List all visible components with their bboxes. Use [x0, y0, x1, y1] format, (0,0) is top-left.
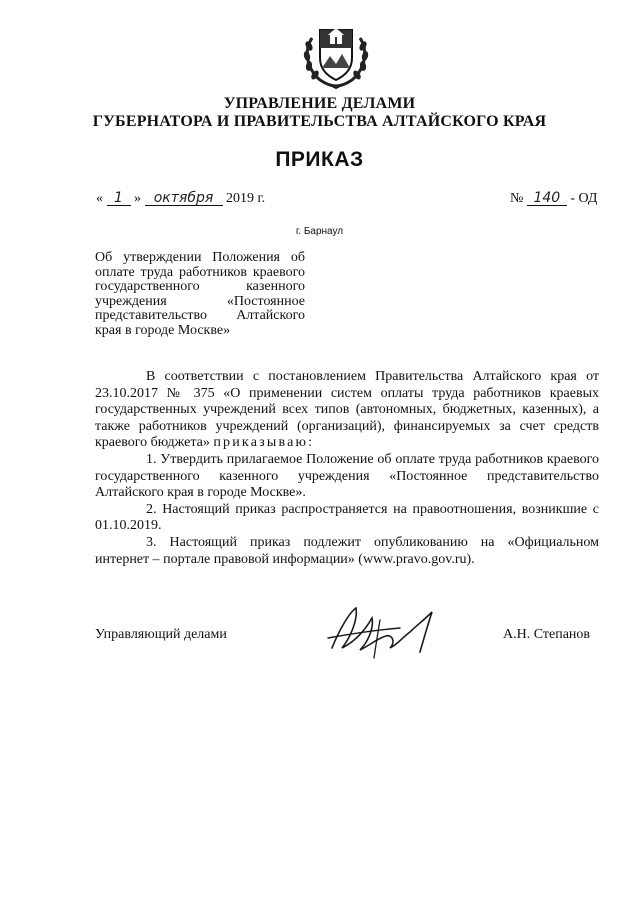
body-paragraph-1-text: В соответствии с постановлением Правительства Алтайского края от 23.10.2017 № 375 «О применении систем оплаты труда работников краевых государственных учреждений всех типов (автономных, бюджетных, казенных), а также работников учреждений (организаций), финансируемых за счет средств краевого бюджета» [95, 369, 599, 451]
header-organization-line-1: УПРАВЛЕНИЕ ДЕЛАМИ [223, 95, 416, 112]
body-paragraph-1 [95, 369, 599, 452]
number-prefix: № [510, 191, 524, 206]
date-month: октября [145, 191, 223, 206]
document-number [510, 191, 597, 207]
body-paragraph-2: 1. Утвердить прилагаемое Положение об оплате труда работников краевого государственного казенного учреждения «Постоянное представительство Алтайского края в городе Москве». [95, 451, 599, 501]
number-value: 140 [527, 191, 567, 206]
document-date [96, 191, 265, 207]
signatory-name: А.Н. Степанов [503, 627, 591, 642]
header-organization-line-2: ГУБЕРНАТОРА И ПРАВИТЕЛЬСТВА АЛТАЙСКОГО КРАЯ [92, 113, 547, 130]
city-name: г. Барнаул [295, 226, 344, 237]
coat-of-arms-icon [298, 20, 374, 90]
date-close-quote: » [134, 191, 141, 206]
handwritten-signature-icon [320, 598, 450, 664]
order-keyword: приказываю: [213, 435, 315, 451]
body-paragraph-3: 2. Настоящий приказ распространяется на правоотношения, возникшие с 01.10.2019. [95, 501, 599, 534]
document-subject: Об утверждении Положения об оплате труда работников краевого государственного казенного учреждения «Постоянное представительство Алтайского края в городе Москве» [95, 250, 305, 338]
signatory-title: Управляющий делами [95, 627, 227, 642]
document-body [95, 369, 599, 568]
date-day: 1 [107, 191, 131, 206]
body-paragraph-4: 3. Настоящий приказ подлежит опубликованию на «Официальном интернет – портале правовой информации» (www.pravo.gov.ru). [95, 534, 599, 567]
date-open-quote: « [96, 191, 103, 206]
number-suffix: - ОД [570, 191, 598, 206]
document-type-title: ПРИКАЗ [275, 148, 364, 171]
date-year: 2019 г. [226, 191, 266, 206]
